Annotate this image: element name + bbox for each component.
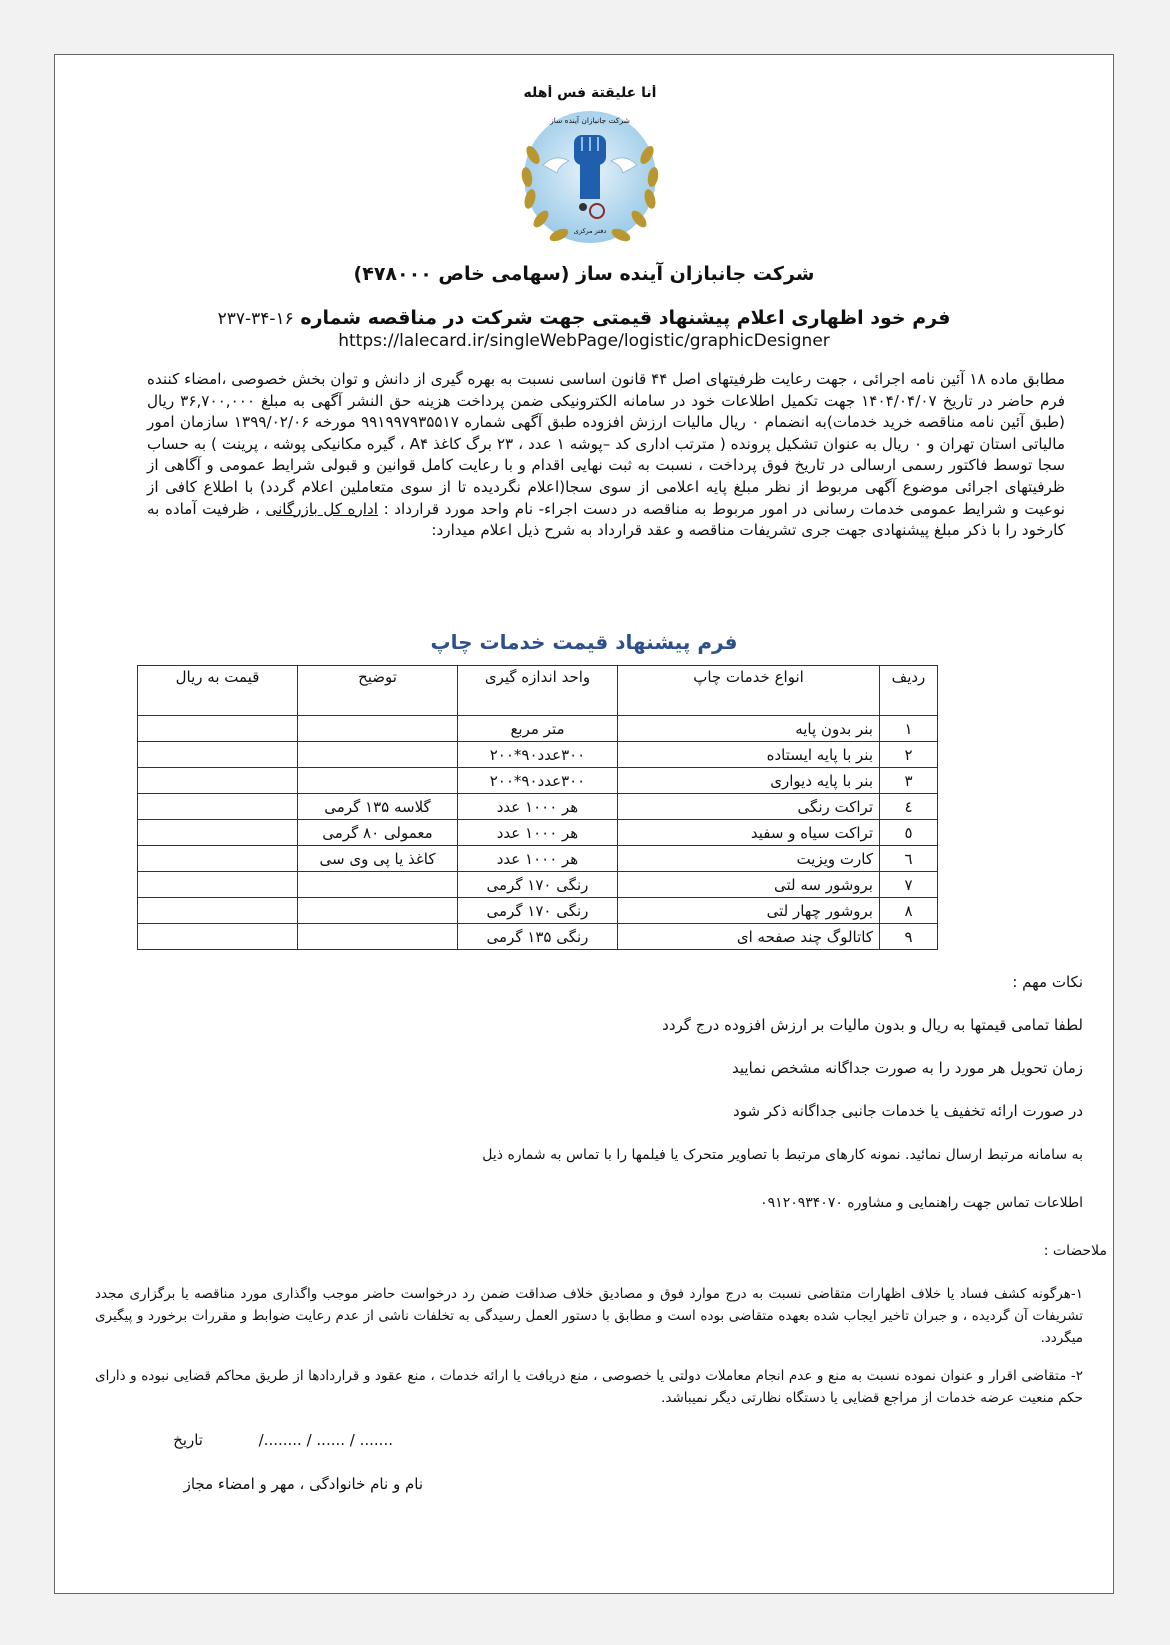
- table-row: [138, 742, 938, 768]
- cell-price[interactable]: [138, 820, 298, 846]
- services-table: [137, 665, 938, 950]
- logo-top-text: أنا عليقتة فس أهله: [523, 85, 657, 101]
- table-row: [138, 768, 938, 794]
- remark-item-2: ۲- متقاضی اقرار و عنوان نموده نسبت به منع و عدم انجام معاملات دولتی یا خصوصی ، منع دریافت یا ارائه خدمات ، منع عقود و قراردادها از طریق محاکم قضایی نبوده و دارای حکم منعیت عرضه خدمات از مراجع قضایی یا دستگاه نظارتی دیگر نمیباشد.: [95, 1368, 1083, 1406]
- tender-number: ۲۳۷-۳۴-۱۶: [217, 309, 294, 329]
- cell-description: [298, 898, 458, 924]
- cell-price[interactable]: [138, 742, 298, 768]
- cell-description: [298, 742, 458, 768]
- table-row: [138, 898, 938, 924]
- table-header-row: [138, 666, 938, 716]
- table-row: [138, 794, 938, 820]
- col-row-header: ردیف: [880, 666, 938, 716]
- cell-price[interactable]: [138, 924, 298, 950]
- cell-service: کارت ویزیت: [618, 846, 880, 872]
- notes-heading: نکات مهم :: [1012, 973, 1083, 991]
- cell-description: [298, 716, 458, 742]
- cell-unit: هر ۱۰۰۰ عدد: [458, 820, 618, 846]
- col-price-header: قیمت به ریال: [138, 666, 298, 716]
- cell-description: کاغذ یا پی وی سی: [298, 846, 458, 872]
- cell-service: تراکت سیاه و سفید: [618, 820, 880, 846]
- cell-row-number: ٥: [880, 820, 938, 846]
- cell-row-number: ۳: [880, 768, 938, 794]
- cell-service: بروشور چهار لتی: [618, 898, 880, 924]
- cell-row-number: ٦: [880, 846, 938, 872]
- cell-service: بنر با پایه ایستاده: [618, 742, 880, 768]
- date-label: تاریخ: [173, 1431, 203, 1449]
- intro-text-after: ، ظرفیت آماده به کارخود را با ذکر مبلغ پیشنهادی جهت جری تشریفات مناقصه و عقد قرارداد به شرح ذیل اعلام میدارد:: [147, 499, 1065, 540]
- cell-unit: هر ۱۰۰۰ عدد: [458, 794, 618, 820]
- cell-row-number: ۷: [880, 872, 938, 898]
- cell-price[interactable]: [138, 872, 298, 898]
- col-unit-header: واحد اندازه گیری: [458, 666, 618, 716]
- table-row: [138, 716, 938, 742]
- cell-unit: رنگی ۱۷۰ گرمی: [458, 872, 618, 898]
- intro-text-before: مطابق ماده ۱۸ آئین نامه اجرائی ، جهت رعایت ظرفیتهای اصل ۴۴ قانون اساسی نسبت به بهره گیری از دانش و توان بخش خصوصی ،امضاء کننده فرم حاضر در تاریخ ۱۴۰۴/۰۴/۰۷ جهت تکمیل اطلاعات خود در سامانه الکترونیکی ضمن پرداخت هزینه حق النشر آگهی به مبلغ ۳۶,۷۰۰,۰۰۰ ریال (طبق آئین نامه مناقصه خرید خدمات)به انضمام ۰ ریال مالیات ارزش افزوده طبق آگهی شماره ۹۹۱۹۹۷۹۳۵۵۱۷ مورخه ۱۳۹۹/۰۲/۰۶ سازمان امور مالیاتی استان تهران و ۰ ریال به عنوان تشکیل پرونده ( مترتب اداری کد –پوشه ۱ عدد ، ۲۳ برگ کاغذ A۴ ، گیره مکانیکی پوشه ، پرینت ) به حساب سجا توسط فاکتور رسمی ارسالی در تاریخ فوق پرداخت ، نسبت به ثبت نهایی اقدام و با رعایت کامل قوانین و قبولی شرایط عمومی و آگاهی از ظرفیتهای اجرائی موضوع آگهی مربوط از نظر مبلغ پایه اعلامی از سوی سجا(اعلام نگردیده تا از سوی متعاملین اعلام گردد) با اطلاع کافی از نوعیت و شرایط عمومی خدمات رسانی در امور مربوط به مناقصه در دست اجراء- نام واحد مورد قرارداد :: [147, 370, 1066, 518]
- remarks-heading: ملاحضات :: [1043, 1243, 1107, 1259]
- note-item: لطفا تمامی قیمتها به ریال و بدون مالیات بر ارزش افزوده درج گردد: [662, 1016, 1083, 1034]
- cell-price[interactable]: [138, 768, 298, 794]
- cell-row-number: ۹: [880, 924, 938, 950]
- signer-line: نام و نام خانوادگی ، مهر و امضاء مجاز: [183, 1475, 423, 1493]
- note-item: در صورت ارائه تخفیف یا خدمات جانبی جداگانه ذکر شود: [733, 1102, 1083, 1120]
- cell-row-number: ۸: [880, 898, 938, 924]
- cell-price[interactable]: [138, 716, 298, 742]
- form-title: [55, 307, 1113, 329]
- cell-service: بنر با پایه دیواری: [618, 768, 880, 794]
- logo-ring-text: شرکت جانبازان آینده ساز: [550, 116, 630, 125]
- logo-bottom-text: دفتر مرکزی: [573, 227, 607, 235]
- col-service-header: انواع خدمات چاپ: [618, 666, 880, 716]
- table-row: [138, 924, 938, 950]
- cell-description: معمولی ۸۰ گرمی: [298, 820, 458, 846]
- form-title-text: فرم خود اظهاری اعلام پیشنهاد قیمتی جهت شرکت در مناقصه شماره: [300, 307, 951, 329]
- cell-price[interactable]: [138, 898, 298, 924]
- date-blank: /........ / ...... / .......: [258, 1431, 393, 1449]
- cell-service: کاتالوگ چند صفحه ای: [618, 924, 880, 950]
- cell-unit: هر ۱۰۰۰ عدد: [458, 846, 618, 872]
- company-title: شرکت جانبازان آینده ساز (سهامی خاص ۴۷۸۰۰۰): [353, 263, 815, 285]
- person-icon: [579, 203, 587, 211]
- cell-unit: رنگی ۱۳۵ گرمی: [458, 924, 618, 950]
- cell-unit: ۳۰۰عدد۹۰*۲۰۰: [458, 742, 618, 768]
- cell-service: بنر بدون پایه: [618, 716, 880, 742]
- price-form-title: فرم پیشنهاد قیمت خدمات چاپ: [430, 630, 738, 654]
- table-row: [138, 820, 938, 846]
- col-desc-header: توضیح: [298, 666, 458, 716]
- cell-unit: رنگی ۱۷۰ گرمی: [458, 898, 618, 924]
- samples-note: به سامانه مرتبط ارسال نمائید. نمونه کارهای مرتبط با تصاویر متحرک یا فیلمها را با تماس به شماره ذیل: [482, 1147, 1083, 1163]
- intro-paragraph: [147, 369, 1065, 542]
- remark-item-1: ۱-هرگونه کشف فساد یا خلاف اظهارات متقاضی نسبت به درج موارد فوق و مصادیق خلاف صداقت ضمن رد درخواست حاضر موجب واگذاری مورد مناقصه یا برگزاری مجدد تشریفات آن گردیده ، و جبران تاخیر ایجاب شده بعهده متقاضی بوده است و مطابق با دستور العمل رسیدگی به تخلفات ناشی از عدم رعایت ضوابط و مقررات برخورد و پیگیری میگردد.: [95, 1286, 1083, 1346]
- cell-price[interactable]: [138, 794, 298, 820]
- cell-row-number: ۱: [880, 716, 938, 742]
- cell-unit: ۳۰۰عدد۹۰*۲۰۰: [458, 768, 618, 794]
- company-logo: [505, 85, 675, 257]
- note-item: زمان تحویل هر مورد را به صورت جداگانه مشخص نمایید: [732, 1059, 1083, 1077]
- cell-description: گلاسه ۱۳۵ گرمی: [298, 794, 458, 820]
- cell-description: [298, 872, 458, 898]
- cell-service: بروشور سه لتی: [618, 872, 880, 898]
- contract-unit: اداره کل بازرگانی: [265, 499, 378, 518]
- page-url[interactable]: https://lalecard.ir/singleWebPage/logistic/graphicDesigner: [338, 331, 830, 351]
- cell-row-number: ٤: [880, 794, 938, 820]
- document-page: [54, 54, 1114, 1594]
- cell-description: [298, 768, 458, 794]
- cell-price[interactable]: [138, 846, 298, 872]
- table-row: [138, 872, 938, 898]
- cell-unit: متر مربع: [458, 716, 618, 742]
- table-row: [138, 846, 938, 872]
- cell-description: [298, 924, 458, 950]
- cell-service: تراکت رنگی: [618, 794, 880, 820]
- cell-row-number: ۲: [880, 742, 938, 768]
- contact-info: اطلاعات تماس جهت راهنمایی و مشاوره ۰۹۱۲۰۹۳۴۰۷۰: [760, 1195, 1083, 1211]
